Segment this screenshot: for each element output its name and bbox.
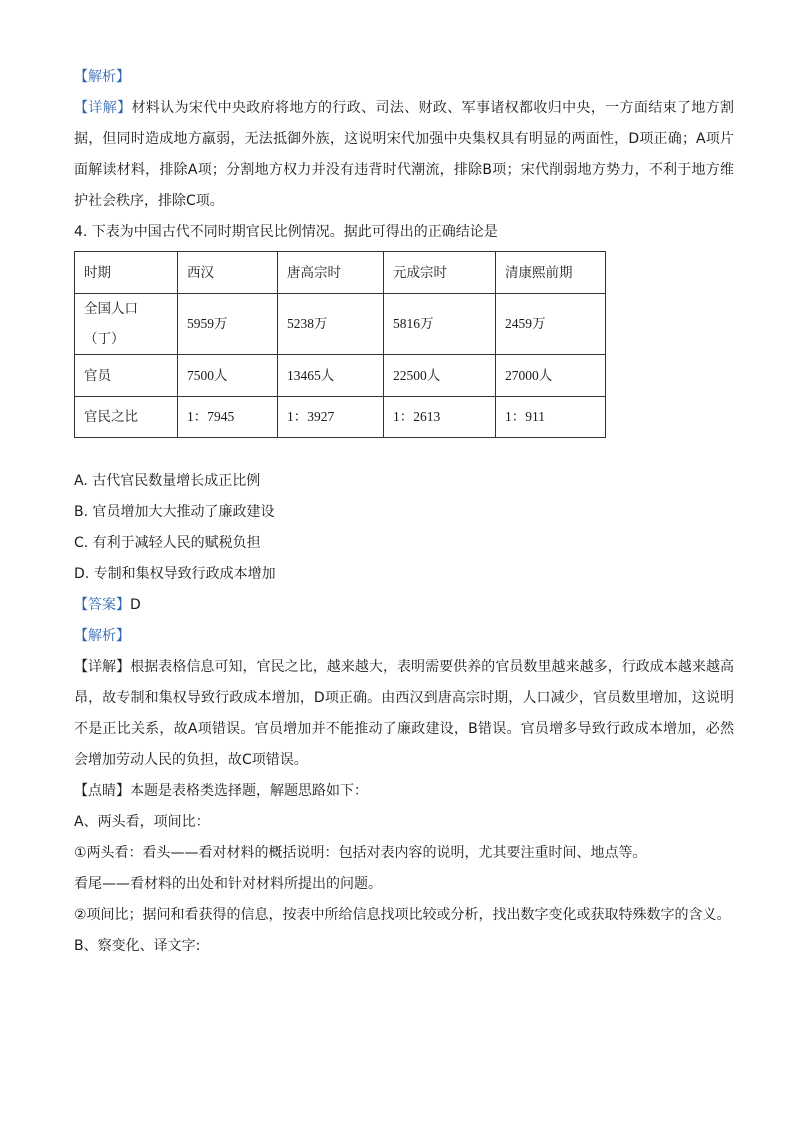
detail-paragraph [74, 652, 734, 776]
table-cell: 7500人 [178, 355, 278, 397]
table-header-cell: 元成宗时 [384, 252, 496, 294]
answer-tag: 【答案】 [74, 597, 130, 613]
table-header-cell: 唐高宗时 [278, 252, 384, 294]
table-cell: 5816万 [384, 294, 496, 355]
option-c: C. 有利于减轻人民的赋税负担 [74, 535, 261, 551]
analysis-heading [74, 621, 734, 652]
table-header-row [75, 252, 606, 294]
detail-tag: 【详解】 [74, 659, 131, 675]
points-paragraph [74, 776, 734, 807]
prev-detail-text: 材料认为宋代中央政府将地方的行政、司法、财政、军事诸权都收归中央，一方面结束了地方割据，但同时造成地方羸弱，无法抵御外族，这说明宋代加强中央集权具有明显的两面性，D项正确；A项片面解读材料，排除A项；分割地方权力并没有违背时代潮流，排除B项；宋代削弱地方势力，不利于地方维护社会秩序，排除C项。 [74, 100, 735, 209]
table-row-label: 官员 [75, 355, 178, 397]
method-line: A、两头看，项间比： [74, 814, 210, 830]
table-cell: 1：911 [496, 397, 606, 438]
analysis-tag: 【解析】 [74, 69, 130, 85]
table-row [75, 397, 606, 438]
question-stem: 4. 下表为中国古代不同时期官民比例情况。据此可得出的正确结论是 [74, 224, 498, 240]
table-cell: 27000人 [496, 355, 606, 397]
table-cell: 22500人 [384, 355, 496, 397]
table-header-cell: 清康熙前期 [496, 252, 606, 294]
option-a: A. 古代官民数量增长成正比例 [74, 473, 261, 489]
points-tag: 【点睛】 [74, 783, 130, 799]
option-b: B. 官员增加大大推动了廉政建设 [74, 504, 275, 520]
prev-detail-paragraph [74, 93, 734, 217]
table-header-cell: 西汉 [178, 252, 278, 294]
table-cell: 13465人 [278, 355, 384, 397]
analysis-tag: 【解析】 [74, 628, 130, 644]
table-cell: 1：2613 [384, 397, 496, 438]
table-cell: 5959万 [178, 294, 278, 355]
method-line: 看尾——看材料的出处和针对材料所提出的问题。 [74, 876, 382, 892]
points-intro: 本题是表格类选择题，解题思路如下： [130, 783, 368, 799]
table-cell: 2459万 [496, 294, 606, 355]
method-line: ②项间比；据问和看获得的信息，按表中所给信息找项比较或分析，找出数字变化或获取特殊数字的含义。 [74, 907, 731, 923]
table-row-label: 官民之比 [75, 397, 178, 438]
document-page [74, 62, 734, 962]
table-cell: 1：3927 [278, 397, 384, 438]
answer-line [74, 590, 734, 621]
detail-tag: 【详解】 [74, 100, 132, 116]
method-line: ①两头看：看头——看对材料的概括说明：包括对表内容的说明，尤其要注重时间、地点等。 [74, 845, 647, 861]
table-row [75, 355, 606, 397]
table-header-cell: 时期 [75, 252, 178, 294]
table-cell: 1：7945 [178, 397, 278, 438]
table-cell: 5238万 [278, 294, 384, 355]
table-row [75, 294, 606, 355]
detail-text: 根据表格信息可知，官民之比，越来越大，表明需要供养的官员数里越来越多，行政成本越来越高昂，故专制和集权导致行政成本增加，D项正确。由西汉到唐高宗时期，人口减少，官员数里增加，这说明不是正比关系，故A项错误。官员增加并不能推动了廉政建设，B错误。官员增多导致行政成本增加，必然会增加劳动人民的负担，故C项错误。 [74, 659, 735, 768]
official-ratio-table [74, 251, 606, 438]
method-line: B、察变化、译文字: [74, 938, 201, 954]
answer-value: D [130, 597, 141, 613]
prev-analysis-heading [74, 62, 734, 93]
table-row-label: 全国人口（丁） [75, 294, 178, 355]
option-d: D. 专制和集权导致行政成本增加 [74, 566, 276, 582]
